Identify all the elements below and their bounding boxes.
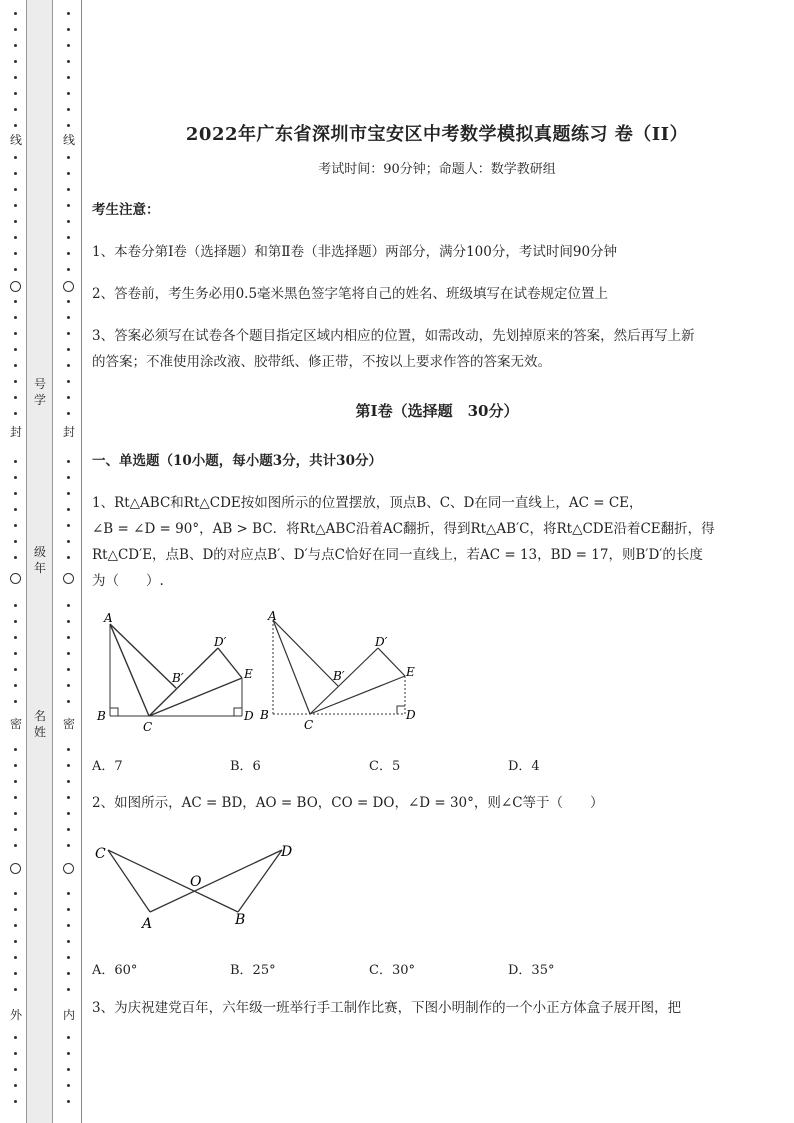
- q1-option-c[interactable]: C．5: [369, 759, 401, 774]
- q1-line-2: ∠B = ∠D = 90°，AB > BC．将Rt△ABC沿着AC翻折，得到Rt△AB′C，将Rt△CDE沿着CE翻折，得: [92, 521, 715, 537]
- binding-dot: [14, 364, 17, 367]
- binding-dot: [14, 12, 17, 15]
- name-label: 名姓: [33, 709, 46, 739]
- binding-dot: [14, 972, 17, 975]
- binding-dot: [67, 508, 70, 511]
- binding-dot: [14, 204, 17, 207]
- q2-figure: [92, 836, 312, 936]
- binding-dot: [14, 492, 17, 495]
- q2-option-b[interactable]: B．25°: [230, 963, 276, 978]
- binding-char: 密: [62, 717, 75, 731]
- q1-label-a-2: A: [268, 609, 277, 623]
- binding-dot: [67, 268, 70, 271]
- q2-label-o: O: [190, 874, 202, 890]
- binding-dot: [67, 316, 70, 319]
- binding-dot: [14, 76, 17, 79]
- binding-dot: [14, 780, 17, 783]
- q1-label-c-2: C: [304, 718, 314, 732]
- binding-dot: [67, 348, 70, 351]
- binding-dot: [14, 956, 17, 959]
- binding-dot: [67, 252, 70, 255]
- binding-dot: [67, 44, 70, 47]
- binding-dot: [67, 668, 70, 671]
- binding-dot: [67, 812, 70, 815]
- binding-dot: [67, 1036, 70, 1039]
- binding-dot: [14, 252, 17, 255]
- binding-dot: [14, 92, 17, 95]
- binding-circle: [63, 573, 74, 584]
- binding-dot: [14, 908, 17, 911]
- binding-dot: [14, 412, 17, 415]
- binding-dot: [14, 924, 17, 927]
- binding-dot: [67, 380, 70, 383]
- binding-dot: [67, 108, 70, 111]
- q2-label-b: B: [235, 912, 246, 928]
- binding-dot: [67, 1068, 70, 1071]
- q1-label-b-2: B: [260, 708, 269, 722]
- binding-dot: [14, 748, 17, 751]
- binding-dot: [67, 300, 70, 303]
- binding-line: [81, 0, 82, 1123]
- q1-label-bprime: B′: [172, 671, 184, 685]
- q2-label-a: A: [142, 916, 153, 932]
- binding-char: 外: [9, 1008, 22, 1022]
- binding-dot: [67, 28, 70, 31]
- binding-dot: [67, 1100, 70, 1103]
- binding-dot: [14, 380, 17, 383]
- binding-dot: [67, 652, 70, 655]
- binding-dot: [14, 508, 17, 511]
- binding-dot: [14, 460, 17, 463]
- binding-dot: [14, 188, 17, 191]
- q1-label-e-2: E: [406, 665, 415, 679]
- binding-dot: [14, 316, 17, 319]
- binding-char: 线: [9, 133, 22, 147]
- binding-dot: [67, 396, 70, 399]
- binding-dot: [14, 1084, 17, 1087]
- q2-option-c[interactable]: C．30°: [369, 963, 415, 978]
- q1-line-4: 为（ ）.: [92, 573, 164, 589]
- binding-dot: [67, 460, 70, 463]
- binding-dot: [67, 236, 70, 239]
- notice-heading: 考生注意：: [92, 202, 160, 218]
- binding-dot: [67, 828, 70, 831]
- binding-dot: [14, 60, 17, 63]
- q1-figure: [92, 606, 432, 736]
- q1-label-d-2: D: [406, 708, 416, 722]
- binding-circle: [63, 863, 74, 874]
- binding-dot: [67, 92, 70, 95]
- binding-dot: [14, 812, 17, 815]
- binding-dot: [14, 300, 17, 303]
- binding-dot: [67, 476, 70, 479]
- binding-dot: [14, 988, 17, 991]
- binding-dot: [14, 684, 17, 687]
- binding-dot: [14, 940, 17, 943]
- binding-dot: [67, 220, 70, 223]
- notice-item-1: 1、本卷分第I卷（选择题）和第Ⅱ卷（非选择题）两部分，满分100分，考试时间90分钟: [92, 244, 618, 260]
- binding-dot: [67, 972, 70, 975]
- q2-option-a[interactable]: A．60°: [92, 963, 138, 978]
- notice-item-2: 2、答卷前，考生务必用0.5毫米黑色签字笔将自己的姓名、班级填写在试卷规定位置上: [92, 286, 609, 302]
- binding-dot: [67, 636, 70, 639]
- binding-dot: [67, 924, 70, 927]
- binding-dot: [14, 268, 17, 271]
- binding-dot: [67, 364, 70, 367]
- binding-dot: [14, 28, 17, 31]
- binding-dot: [14, 236, 17, 239]
- binding-margin: [0, 0, 86, 1123]
- q1-label-e: E: [244, 667, 253, 681]
- binding-dot: [14, 604, 17, 607]
- q1-label-c: C: [143, 720, 153, 734]
- binding-circle: [10, 281, 21, 292]
- binding-dot: [14, 652, 17, 655]
- exam-subtitle: 考试时间：90分钟；命题人：数学教研组: [318, 162, 556, 177]
- binding-dot: [14, 1100, 17, 1103]
- binding-char: 封: [9, 425, 22, 439]
- binding-dot: [67, 604, 70, 607]
- part-heading: 一、单选题（10小题，每小题3分，共计30分）: [92, 453, 382, 469]
- binding-dot: [14, 348, 17, 351]
- binding-dot: [67, 1052, 70, 1055]
- binding-dot: [67, 1084, 70, 1087]
- binding-dot: [67, 172, 70, 175]
- q1-line-3: Rt△CD′E，点B、D的对应点B′、D′与点C恰好在同一直线上，若AC = 13，BD = 17，则B′D′的长度: [92, 547, 703, 563]
- binding-dot: [67, 892, 70, 895]
- binding-dot: [14, 700, 17, 703]
- q1-option-d[interactable]: D．4: [508, 759, 540, 774]
- q1-line-1: 1、Rt△ABC和Rt△CDE按如图所示的位置摆放，顶点B、C、D在同一直线上，AC = CE，: [92, 495, 643, 511]
- binding-dot: [67, 764, 70, 767]
- binding-dot: [14, 124, 17, 127]
- binding-dot: [14, 796, 17, 799]
- binding-dot: [14, 556, 17, 559]
- page-title: 2022年广东省深圳市宝安区中考数学模拟真题练习 卷（II）: [185, 124, 689, 145]
- binding-char: 密: [9, 717, 22, 731]
- binding-circle: [10, 863, 21, 874]
- binding-dot: [67, 940, 70, 943]
- binding-dot: [14, 828, 17, 831]
- section-title: 第I卷（选择题 30分）: [355, 402, 519, 420]
- binding-dot: [67, 748, 70, 751]
- binding-dot: [67, 780, 70, 783]
- q3-line-1: 3、为庆祝建党百年，六年级一班举行手工制作比赛，下图小明制作的一个小正方体盒子展开图，把: [92, 1000, 682, 1016]
- binding-dot: [14, 1036, 17, 1039]
- binding-dot: [67, 492, 70, 495]
- binding-dot: [14, 108, 17, 111]
- outer-dotted-column: [9, 0, 23, 1123]
- q1-label-bprime-2: B′: [333, 669, 345, 683]
- binding-dot: [14, 636, 17, 639]
- binding-circle: [10, 573, 21, 584]
- binding-dot: [14, 476, 17, 479]
- binding-dot: [67, 556, 70, 559]
- q1-option-a[interactable]: A．7: [92, 759, 123, 774]
- inner-dotted-column: [62, 0, 76, 1123]
- binding-dot: [14, 892, 17, 895]
- q1-option-b[interactable]: B．6: [230, 759, 261, 774]
- binding-dot: [14, 844, 17, 847]
- notice-item-3-cont: 的答案；不准使用涂改液、胶带纸、修正带，不按以上要求作答的答案无效。: [92, 354, 551, 370]
- binding-dot: [67, 908, 70, 911]
- binding-dot: [14, 524, 17, 527]
- binding-dot: [14, 220, 17, 223]
- binding-circle: [63, 281, 74, 292]
- binding-dot: [14, 540, 17, 543]
- binding-dot: [67, 124, 70, 127]
- binding-dot: [14, 620, 17, 623]
- q1-label-dprime: D′: [214, 635, 227, 649]
- binding-dot: [67, 956, 70, 959]
- binding-dot: [14, 172, 17, 175]
- binding-dot: [67, 332, 70, 335]
- q2-label-c: C: [95, 846, 106, 862]
- q2-line-1: 2、如图所示，AC = BD，AO = BO，CO = DO，∠D = 30°，则∠C等于（ ）: [92, 795, 604, 811]
- binding-dot: [14, 44, 17, 47]
- binding-dot: [14, 396, 17, 399]
- binding-dot: [67, 188, 70, 191]
- binding-dot: [67, 684, 70, 687]
- binding-dot: [67, 412, 70, 415]
- binding-dot: [67, 12, 70, 15]
- binding-char: 线: [62, 133, 75, 147]
- binding-dot: [14, 1068, 17, 1071]
- q1-label-a: A: [104, 611, 113, 625]
- q1-label-dprime-2: D′: [375, 635, 388, 649]
- binding-dot: [14, 1052, 17, 1055]
- grade-label: 级年: [33, 545, 46, 575]
- q2-option-d[interactable]: D．35°: [508, 963, 555, 978]
- binding-char: 内: [62, 1008, 75, 1022]
- binding-dot: [14, 332, 17, 335]
- binding-dot: [67, 988, 70, 991]
- binding-dot: [67, 524, 70, 527]
- binding-dot: [67, 76, 70, 79]
- q1-label-b: B: [97, 709, 106, 723]
- q1-label-d: D: [244, 709, 254, 723]
- binding-dot: [67, 700, 70, 703]
- binding-dot: [14, 668, 17, 671]
- binding-dot: [67, 540, 70, 543]
- binding-dot: [67, 156, 70, 159]
- binding-dot: [67, 204, 70, 207]
- binding-dot: [67, 620, 70, 623]
- binding-dot: [14, 156, 17, 159]
- student-number-label: 号学: [33, 377, 46, 407]
- binding-dot: [67, 844, 70, 847]
- binding-dot: [67, 796, 70, 799]
- notice-item-3: 3、答案必须写在试卷各个题目指定区域内相应的位置，如需改动，先划掉原来的答案，然后再写上新: [92, 328, 695, 344]
- binding-dot: [67, 60, 70, 63]
- binding-dot: [14, 764, 17, 767]
- binding-char: 封: [62, 425, 75, 439]
- q2-label-d: D: [281, 844, 293, 860]
